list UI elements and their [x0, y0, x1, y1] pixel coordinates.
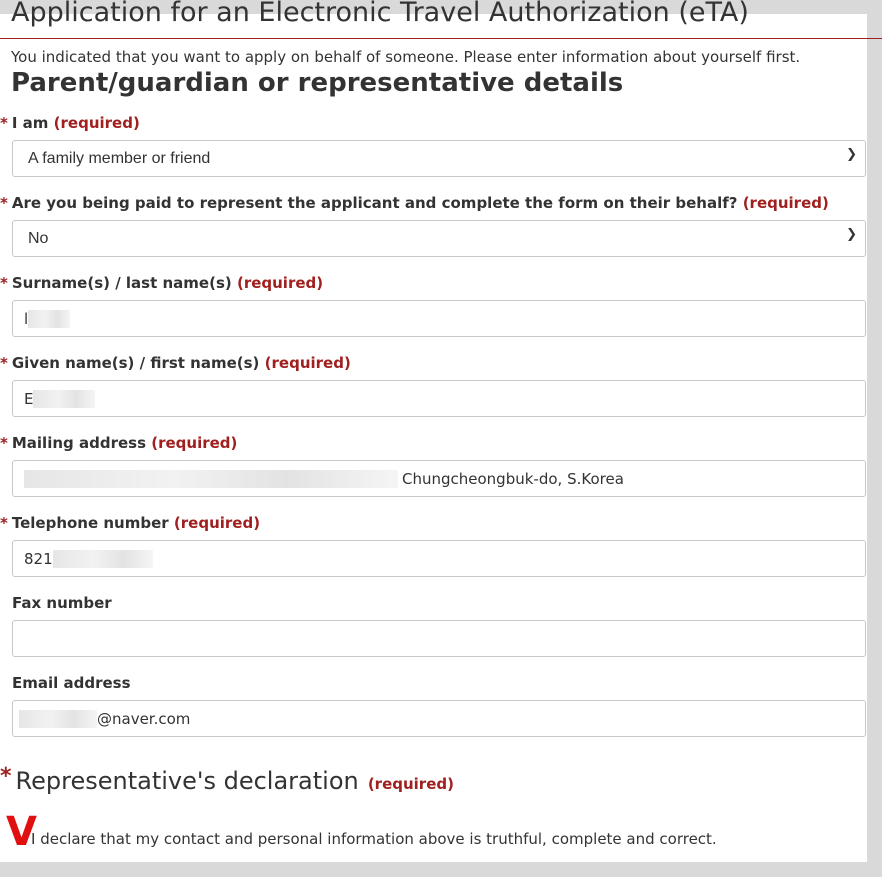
- given-name-label: * Given name(s) / first name(s) (required): [0, 354, 351, 372]
- page-title: Application for an Electronic Travel Authorization (eTA): [11, 0, 749, 28]
- intro-text: You indicated that you want to apply on behalf of someone. Please enter information about yourself first.: [11, 48, 801, 66]
- required-star: *: [0, 764, 12, 789]
- paid-value: No: [28, 230, 49, 247]
- surname-value: l: [24, 310, 29, 328]
- required-note: (required): [53, 114, 140, 132]
- checkmark-annotation[interactable]: V: [6, 809, 37, 855]
- i-am-select[interactable]: [12, 140, 866, 177]
- mailing-address-value: Chungcheongbuk-do, S.Korea: [402, 470, 624, 488]
- required-star: *: [0, 354, 8, 372]
- required-note: (required): [742, 194, 829, 212]
- required-star: *: [0, 514, 8, 532]
- required-note: (required): [264, 354, 351, 372]
- required-note: (required): [236, 274, 324, 292]
- mailing-address-input[interactable]: [12, 460, 866, 497]
- email-input[interactable]: [12, 700, 866, 737]
- fax-input[interactable]: [12, 620, 866, 657]
- given-name-input[interactable]: [12, 380, 866, 417]
- required-note: (required): [173, 514, 261, 532]
- telephone-label: * Telephone number (required): [0, 514, 261, 532]
- chevron-down-icon: ❯: [846, 147, 857, 162]
- redaction: [19, 710, 97, 728]
- redaction: [24, 470, 398, 488]
- telephone-value: 821: [24, 550, 53, 568]
- required-star: *: [0, 434, 8, 452]
- redaction: [28, 310, 70, 328]
- email-value: @naver.com: [97, 710, 191, 728]
- paid-select[interactable]: [12, 220, 866, 257]
- fax-label: Fax number: [12, 594, 112, 612]
- i-am-label: * I am (required): [0, 114, 140, 132]
- title-rule: [0, 38, 882, 39]
- required-note: (required): [367, 775, 454, 793]
- chevron-down-icon: ❯: [846, 227, 857, 242]
- required-star: *: [0, 274, 8, 292]
- section-title: Parent/guardian or representative details: [11, 68, 624, 98]
- declaration-text: I declare that my contact and personal information above is truthful, complete and correct.: [31, 830, 717, 848]
- surname-input[interactable]: [12, 300, 866, 337]
- redaction: [33, 390, 95, 408]
- email-label: Email address: [12, 674, 131, 692]
- declaration-title: * Representative's declaration (required): [0, 764, 454, 795]
- required-star: *: [0, 194, 8, 212]
- mailing-address-label: * Mailing address (required): [0, 434, 238, 452]
- telephone-input[interactable]: [12, 540, 866, 577]
- i-am-value: A family member or friend: [28, 150, 211, 167]
- required-note: (required): [151, 434, 238, 452]
- given-name-value: E: [24, 390, 34, 408]
- redaction: [53, 550, 153, 568]
- surname-label: * Surname(s) / last name(s) (required): [0, 274, 324, 292]
- required-star: *: [0, 114, 8, 132]
- paid-label: * Are you being paid to represent the applicant and complete the form on their behalf? (required): [0, 194, 829, 212]
